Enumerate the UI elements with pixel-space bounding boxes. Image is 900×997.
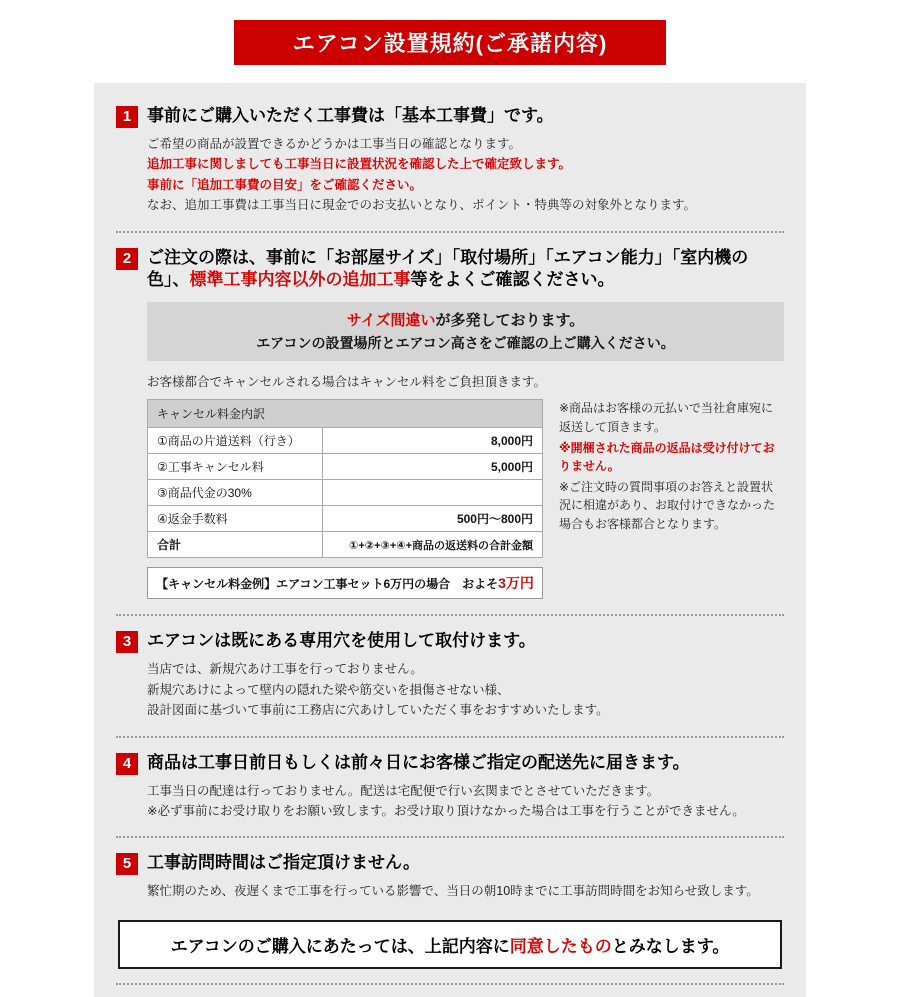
body-line: 繁忙期のため、夜遅くまで工事を行っている影響で、当日の朝10時までに工事訪問時間をお知らせ致します。 [147,884,759,899]
section-3 [116,630,784,720]
section-1 [116,105,784,216]
consent-text-red: 同意したもの [509,936,612,956]
side-note: ※ご注文時の質問事項のお答えと設置状況に相違があり、お取付けできなかった場合もお客様都合となります。 [559,479,776,531]
section-2-number-badge: 2 [116,248,138,270]
table-row [148,428,543,454]
fee-price-total: ①+②+③+④+商品の返送料の合計金額 [323,532,543,558]
fee-price [323,480,543,506]
cancel-fee-area [147,399,784,599]
fee-item: ④返金手数料 [148,506,323,532]
body-line: 当店では、新規穴あけ工事を行っておりません。 [147,662,423,677]
body-line-warning: 追加工事に関しましても工事当日に設置状況を確認した上で確定致します。 [147,157,572,172]
fee-item: ①商品の片道送料（行き） [148,428,323,454]
fee-item: ③商品代金の30% [148,480,323,506]
section-2-title [147,247,784,293]
section-4-title: 商品は工事日前日もしくは前々日にお客様ご指定の配送先に届きます。 [147,752,690,772]
cancel-fee-table-header: キャンセル料金内訳 [148,400,543,428]
title-part: ご注文の際は、事前に「お部屋サイズ」「取付場所」「エアコン能力」「室内機の色」、 [147,247,749,290]
section-1-body [147,135,784,216]
section-5-number-badge: 5 [116,853,138,875]
section-3-body [147,660,784,720]
body-line: ご希望の商品が設置できるかどうかは工事当日の確認となります。 [147,137,522,151]
size-warning-red-text: サイズ間違い [346,312,436,330]
body-line: ※必ず事前にお受け取りをお願い致します。お受け取り頂けなかった場合は工事を行うことができません。 [147,803,745,818]
cancel-side-notes [559,399,784,535]
section-1-number-badge: 1 [116,106,138,128]
body-line: 新規穴あけによって壁内の隠れた梁や筋交いを損傷させない様、 [147,682,510,697]
consent-text: エアコンのご購入にあたっては、上記内容に [170,936,510,956]
table-row [148,454,543,480]
page-title [234,20,666,65]
section-3-title: エアコンは既にある専用穴を使用して取付けます。 [147,631,536,651]
section-5-body [147,882,784,901]
title-part: 等をよくご確認ください。 [410,270,615,290]
section-5 [116,852,784,901]
section-4-body [147,782,784,822]
side-note: ※商品はお客様の元払いで当社倉庫宛に返送して頂きます。 [559,401,774,434]
size-warning-box [147,302,784,361]
cancel-intro-text: お客様都合でキャンセルされる場合はキャンセル料をご負担頂きます。 [147,375,547,390]
body-line: なお、追加工事費は工事当日に現金でのお支払いとなり、ポイント・特典等の対象外となります。 [147,198,697,213]
title-part-red: 標準工事内容以外の追加工事 [189,270,411,290]
table-row [148,506,543,532]
table-row [148,480,543,506]
separator-dotted [116,614,784,616]
separator-dotted [116,836,784,838]
separator-dotted-bottom [116,983,784,985]
size-warning-line-1 [151,309,780,330]
consent-statement-box [118,920,782,969]
section-5-header [116,852,784,875]
side-note-warning: ※開梱された商品の返品は受け付けておりません。 [559,440,775,474]
body-line: 設計図面に基づいて事前に工務店に穴あけしていただく事をおすすめいたします。 [147,703,609,718]
size-warning-line-2: エアコンの設置場所とエアコン高さをご確認の上ご購入ください。 [256,335,675,352]
section-1-header [116,105,784,128]
body-line-warning: 事前に「追加工事費の目安」をご確認ください。 [147,177,423,192]
section-3-header [116,630,784,653]
separator-dotted [116,736,784,738]
section-5-title: 工事訪問時間はご指定頂けません。 [147,853,421,873]
fee-price: 500円～800円 [323,506,543,532]
fee-price: 8,000円 [323,428,543,454]
page-title-text: エアコン設置規約(ご承諾内容) [292,31,608,56]
section-4 [116,752,784,822]
consent-text: とみなします。 [611,936,730,956]
example-text: 【キャンセル料金例】エアコン工事セット6万円の場合 およそ [156,577,499,592]
section-3-number-badge: 3 [116,631,138,653]
size-warning-black-text: が多発しております。 [435,312,585,330]
cancel-fee-table [147,399,543,558]
fee-item: ②工事キャンセル料 [148,454,323,480]
fee-price: 5,000円 [323,454,543,480]
example-amount-red: 3万円 [498,575,534,592]
section-2-header [116,247,784,293]
fee-item-total: 合計 [148,532,323,558]
section-2 [116,247,784,600]
section-4-header [116,752,784,775]
cancel-fee-example-box [147,567,543,599]
cancel-fee-table-column [147,399,543,599]
body-line: 工事当日の配達は行っておりません。配送は宅配便で行い玄関までとさせていただきます。 [147,783,660,798]
separator-dotted [116,231,784,233]
section-4-number-badge: 4 [116,753,138,775]
table-row-total [148,532,543,558]
section-1-title: 事前にご購入いただく工事費は「基本工事費」です。 [147,106,554,125]
terms-panel [94,83,806,997]
